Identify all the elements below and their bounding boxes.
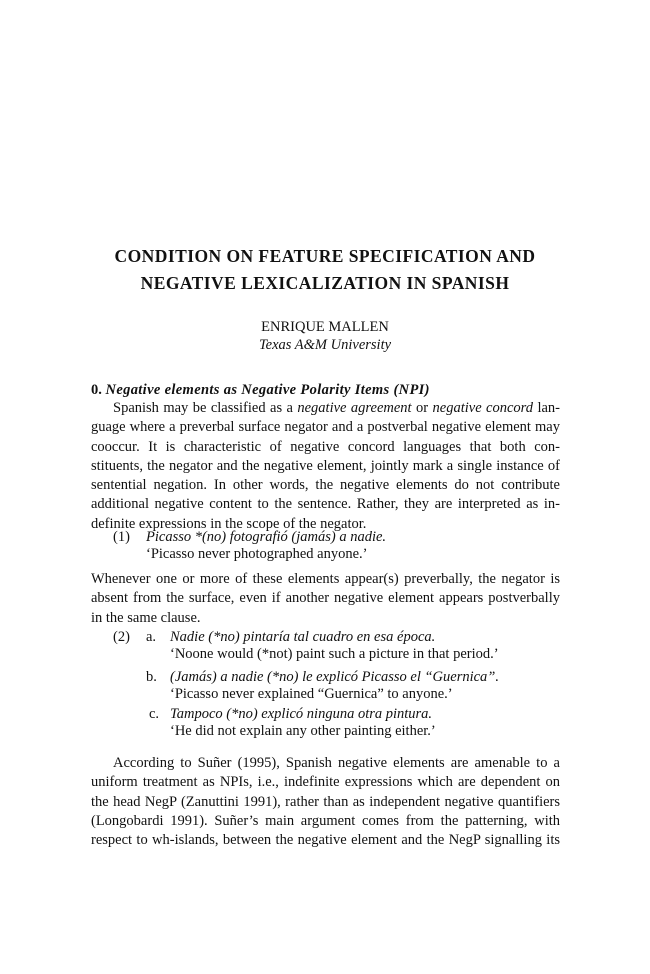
example-form: (Jamás) a nadie (*no) le explicó Picasso el “Guernica”. <box>170 669 499 685</box>
paragraph-line: Whenever one or more of these elements appear(s) preverbally, the negator is <box>91 571 560 587</box>
paragraph-line: the head NegP (Zanuttini 1991), rather than as independent negative quantifiers <box>91 793 560 810</box>
example-gloss: ‘Noone would (*not) paint such a picture in that period.’ <box>170 646 499 662</box>
example-form: Nadie (*no) pintaría tal cuadro en esa época. <box>170 629 436 645</box>
paper-title <box>0 243 650 296</box>
example-label: (2) <box>113 629 130 645</box>
paragraph-line: in the same clause. <box>91 609 201 626</box>
author-affiliation: Texas A&M University <box>258 337 392 353</box>
section-heading <box>91 381 561 399</box>
paragraph-line: respect to wh-islands, between the negative element and the NegP signalling its <box>91 832 560 849</box>
example-sub-label: b. <box>146 669 157 685</box>
example-sub-label: c. <box>149 706 160 722</box>
paragraph-line: (Longobardi 1991). Suñer’s main argument comes from the patterning, with <box>91 812 560 829</box>
example-gloss: ‘Picasso never explained “Guernica” to anyone.’ <box>170 686 453 702</box>
title-line-2: NEGATIVE LEXICALIZATION IN SPANISH <box>140 272 510 293</box>
term-negative-agreement: negative agreement <box>297 400 412 416</box>
author-name: ENRIQUE MALLEN <box>261 319 389 335</box>
paragraph-line: absent from the surface, even if another negative element appears postverbally <box>91 590 560 607</box>
example-label: (1) <box>113 529 130 545</box>
example-form: Tampoco (*no) explicó ninguna otra pintura. <box>170 706 433 722</box>
paragraph-1 <box>91 399 560 534</box>
paragraph-line: definite expressions in the scope of the negator. <box>91 515 367 532</box>
paragraph-line: Spanish may be classified as a negative agreement or negative concord lan- <box>113 400 560 416</box>
title-line-1: CONDITION ON FEATURE SPECIFICATION AND <box>114 246 536 266</box>
section-title: Negative elements as Negative Polarity Items (NPI) <box>105 382 430 398</box>
paragraph-line: additional negative content to the sentence. Rather, they are interpreted as in- <box>91 496 560 513</box>
paragraph-line: guage where a preverbal surface negator and a postverbal negative element may <box>91 419 560 436</box>
term-negative-concord: negative concord <box>432 400 534 416</box>
paragraph-line: cooccur. It is characteristic of negative concord languages that both con- <box>91 438 560 455</box>
paragraph-3 <box>91 754 560 850</box>
paragraph-line: sentential negation. In other words, the negative elements do not contribute <box>91 477 560 494</box>
paragraph-line: According to Suñer (1995), Spanish negative elements are amenable to a <box>113 755 560 771</box>
paragraph-2 <box>91 570 560 628</box>
example-sub-label: a. <box>146 629 157 645</box>
paragraph-line: stituents, the negator and the negative element, jointly mark a single instance of <box>91 457 560 474</box>
paragraph-line: uniform treatment as NPIs, i.e., indefinite expressions which are dependent on <box>91 774 560 791</box>
example-gloss: ‘He did not explain any other painting either.’ <box>170 723 436 739</box>
section-number: 0. <box>91 382 102 398</box>
example-gloss: ‘Picasso never photographed anyone.’ <box>146 546 368 562</box>
author-block <box>0 318 650 354</box>
example-form: Picasso *(no) fotografió (jamás) a nadie. <box>146 529 387 545</box>
